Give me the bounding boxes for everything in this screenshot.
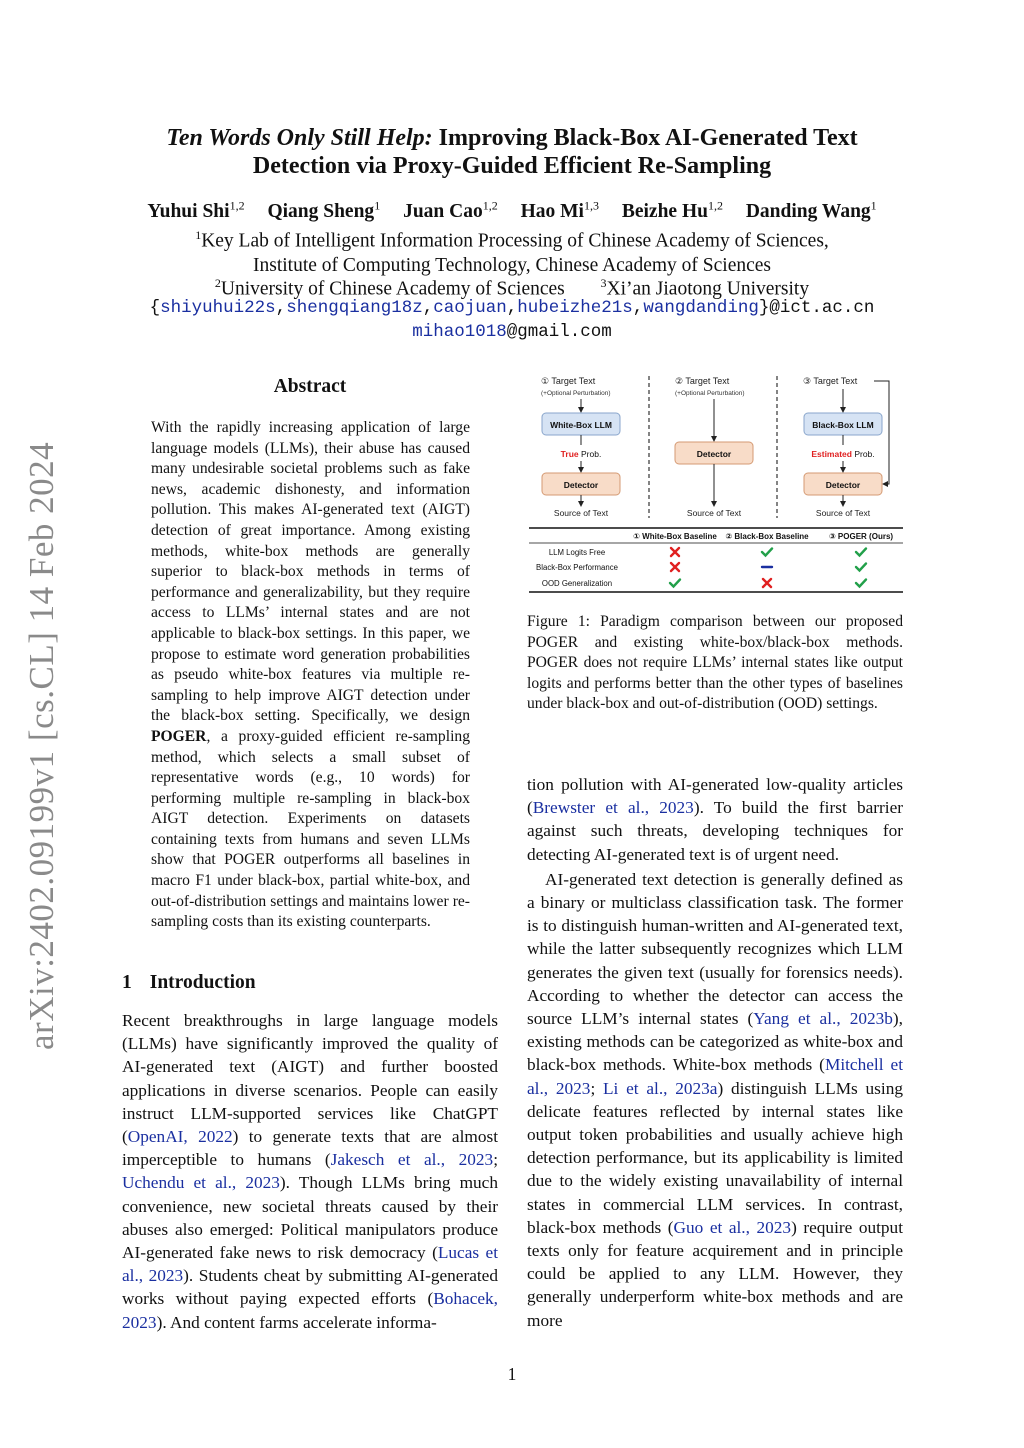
output-label-3: Source of Text bbox=[815, 508, 871, 518]
affiliation-2-3: $^2$University of Chinese Academy of Sciences $^3$Xi’an Jiaotong University bbox=[214, 276, 810, 300]
table-header: ③ POGER (Ours) bbox=[828, 532, 894, 541]
table-row-label: LLM Logits Free bbox=[548, 548, 606, 557]
paper-title bbox=[100, 124, 924, 180]
table-marks bbox=[670, 548, 866, 587]
table-row-label: OOD Generalization bbox=[541, 579, 613, 588]
detector-label-1: Detector bbox=[563, 480, 599, 490]
check-icon bbox=[856, 564, 866, 571]
title-line2: Detection via Proxy-Guided Efficient Re-Sampling bbox=[252, 153, 772, 179]
citation-link[interactable]: Bohacek, 2023 bbox=[122, 1289, 498, 1332]
author-list bbox=[100, 198, 924, 223]
estimated-prob-label: Estimated Prob. bbox=[811, 449, 875, 459]
intro-column-2 bbox=[527, 773, 903, 1332]
abstract-body: With the rapidly increasing application of large language models (LLMs), their abuse has caused many undesirable societal problems such as fake news, academic dishonesty, and information pollution. This makes AI-generated text (AIGT) detection of great importance. Among existing methods, white-box methods are generally superior to black-box methods in terms of performance and generalizability, but they require access to LLMs’ internal states and are not applicable to black-box settings. In this paper, we propose to estimate word generation probabilities as pseudo white-box features via multiple re-sampling to help improve AIGT detection under the black-box setting. Specifically, we design POGER, a proxy-guided efficient re-sampling method, which selects a small subset of representative words (e.g., 10 words) for performing multiple re-sampling in black-box AIGT detection. Experiments on datasets containing texts from humans and seven LLMs show that POGER outperforms all baselines in macro F1 under black-box, partial white-box, and out-of-distribution settings and maintains lower re-sampling costs than its existing counterparts. bbox=[151, 419, 470, 931]
table-row-label: Black-Box Performance bbox=[536, 563, 618, 572]
email-line-1: {shiyuhui22s,shengqiang18z,caojuan,hubeizhe21s,wangdanding}@ict.ac.cn bbox=[149, 298, 875, 318]
abstract-heading: Abstract bbox=[273, 376, 347, 397]
white-box-llm-label: White-Box LLM bbox=[550, 420, 612, 430]
check-icon bbox=[762, 549, 772, 556]
paradigm-2-label: ② Target Text bbox=[675, 376, 730, 386]
author: Qiang Sheng$^1$ bbox=[267, 198, 381, 222]
page-number: 1 bbox=[507, 1364, 517, 1384]
citation-link[interactable]: OpenAI, 2022 bbox=[127, 1127, 233, 1147]
output-label-1: Source of Text bbox=[553, 508, 609, 518]
black-box-llm-label: Black-Box LLM bbox=[812, 420, 874, 430]
author: Yuhui Shi$^{1,2}$ bbox=[147, 198, 245, 222]
author: Juan Cao$^{1,2}$ bbox=[403, 198, 498, 222]
affiliation-1: $^1$Key Lab of Intelligent Information Processing of Chinese Academy of Sciences, Institute of Computing Technology, Chinese Academy of Sciences bbox=[195, 228, 829, 276]
email-line-2: mihao1018@gmail.com bbox=[412, 322, 612, 342]
arxiv-stamp: arXiv:2402.09199v1 [cs.CL] 14 Feb 2024 bbox=[22, 441, 61, 1050]
citation-link[interactable]: Uchendu et al., 2023 bbox=[122, 1173, 280, 1193]
email-link[interactable]: caojuan bbox=[433, 298, 507, 318]
author: Danding Wang$^1$ bbox=[745, 198, 877, 222]
citation-link[interactable]: Brewster et al., 2023 bbox=[532, 798, 694, 818]
email-link[interactable]: shiyuhui22s bbox=[160, 298, 276, 318]
check-icon bbox=[856, 580, 866, 587]
author: Beizhe Hu$^{1,2}$ bbox=[621, 198, 723, 222]
detector-label-2: Detector bbox=[696, 449, 732, 459]
figure-caption: Figure 1: Paradigm comparison between our proposed POGER and existing white-box/black-box methods. POGER does not require LLMs’ internal states like output logits and performs better than the other types of baselines under black-box and out-of-distribution (OOD) settings. bbox=[527, 613, 903, 713]
citation-link[interactable]: Mitchell et al., 2023 bbox=[527, 1055, 903, 1098]
email-link[interactable]: mihao1018 bbox=[412, 322, 507, 342]
cross-icon bbox=[671, 563, 679, 571]
figure-1 bbox=[527, 372, 903, 597]
check-icon bbox=[856, 549, 866, 556]
paragraph: AI-generated text detection is generally defined as a binary or multiclass classification task. The former is to distinguish human-written and AI-generated text, while the latter subsequently recognizes which LLM generates the given text (usually for forensics needs). According to whether the detector can access the source LLM’s internal states (Yang et al., 2023b), existing methods can be categorized as white-box and black-box methods. White-box methods (Mitchell et al., 2023; Li et al., 2023a) distinguish LLMs using delicate features reflected by internal states like output token probabilities and usually achieve high detection performance, but its applicability is limited due to the widely existing unavailability of internal states in commercial LLM services. In contrast, black-box methods (Guo et al., 2023) require output texts only for feature acquirement and in principle could be applied to any LLM. However, they generally underperform white-box methods and are more bbox=[527, 869, 904, 1330]
title-line1: Improving Black-Box AI-Generated Text bbox=[432, 125, 858, 151]
section-heading: 1 Introduction bbox=[122, 972, 256, 993]
email-link[interactable]: hubeizhe21s bbox=[517, 298, 633, 318]
check-icon bbox=[670, 580, 680, 587]
citation-link[interactable]: Li et al., 2023a bbox=[603, 1078, 718, 1098]
paragraph: tion pollution with AI-generated low-quality articles (Brewster et al., 2023). To build the first barrier against such threats, developing techniques for detecting AI-generated text is of urgent need. bbox=[527, 775, 903, 864]
detector-label-3: Detector bbox=[825, 480, 861, 490]
true-prob-label: True Prob. bbox=[560, 449, 602, 459]
citation-link[interactable]: Guo et al., 2023 bbox=[673, 1217, 792, 1237]
table-header: ① White-Box Baseline bbox=[633, 532, 717, 541]
paradigm-1-label: ① Target Text bbox=[541, 376, 596, 386]
output-label-2: Source of Text bbox=[686, 508, 742, 518]
cross-icon bbox=[763, 579, 771, 587]
paradigm-2-sub: (+Optional Perturbation) bbox=[675, 390, 745, 397]
intro-column-1: Recent breakthroughs in large language models (LLMs) have significantly improved the quality of AI-generated text (AIGT) and further boosted applications in diverse scenarios. People can easily instruct LLM-supported services like ChatGPT (OpenAI, 2022) to generate texts that are almost imperceptible to humans (Jakesch et al., 2023; Uchendu et al., 2023). Though LLMs bring much convenience, new societal threats caused by their abuses also emerged: Political manipulators produce AI-generated fake news to risk democracy (Lucas et al., 2023). Students cheat by submitting AI-generated works without paying expected efforts (Bohacek, 2023). And content farms accelerate informa- bbox=[122, 1011, 498, 1332]
paradigm-1-sub: (+Optional Perturbation) bbox=[541, 390, 611, 397]
title-italic: Ten Words Only Still Help: bbox=[166, 125, 433, 151]
author: Hao Mi$^{1,3}$ bbox=[520, 198, 599, 222]
citation-link[interactable]: Yang et al., 2023b bbox=[753, 1009, 893, 1029]
citation-link[interactable]: Jakesch et al., 2023 bbox=[330, 1150, 494, 1170]
table-header: ② Black-Box Baseline bbox=[725, 532, 809, 541]
email-link[interactable]: shengqiang18z bbox=[286, 298, 423, 318]
citation-link[interactable]: Lucas et al., 2023 bbox=[122, 1243, 498, 1286]
paradigm-3-label: ③ Target Text bbox=[803, 376, 858, 386]
cross-icon bbox=[671, 548, 679, 556]
email-link[interactable]: wangdanding bbox=[643, 298, 759, 318]
